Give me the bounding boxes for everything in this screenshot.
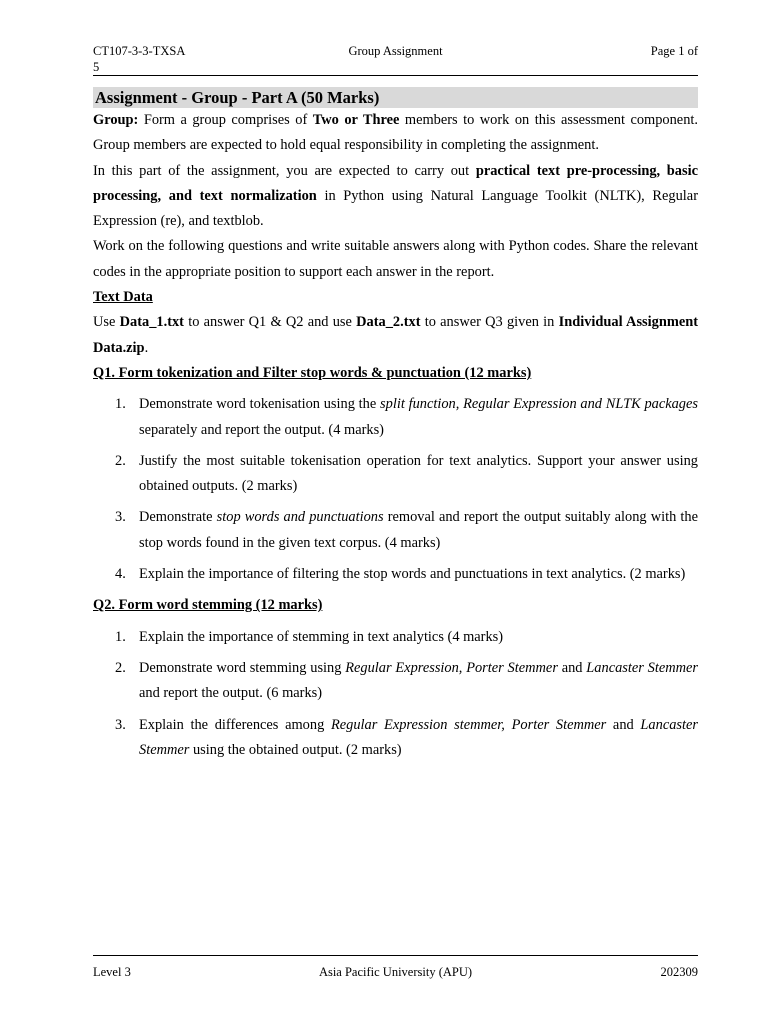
list-item [93,656,698,707]
footer-date: 202309 [660,965,698,979]
q1-heading: Q1. Form tokenization and Filter stop words & punctuation (12 marks) [93,364,532,381]
td-file-1: Data_1.txt [119,314,184,331]
q2-heading: Q2. Form word stemming (12 marks) [93,597,323,614]
item-text: Explain the importance of filtering the stop words and punctuations in text analytics. (2 marks) [139,566,686,583]
group-label: Group: [93,112,139,128]
list-item [93,562,698,587]
td-text-2: to answer Q1 & Q2 and use [183,314,357,331]
td-zip-name: Individual Assignment Data.zip [93,314,699,356]
item-text: Explain the importance of stemming in text analytics (4 marks) [139,628,504,645]
item-number: 1. [115,628,126,645]
item-number: 3. [115,509,126,526]
item-text: removal and report the output suitably along with the stop words found in the given text corpus. (4 marks) [139,509,699,551]
header-title: Group Assignment [348,44,443,58]
group-paragraph [93,108,698,159]
intro-text-1: In this part of the assignment, you are expected to carry out [93,162,476,179]
item-text: separately and report the output. (4 marks) [139,421,384,438]
item-text: Demonstrate word stemming using [139,659,346,676]
header-rule [93,75,698,76]
footer-level: Level 3 [93,965,131,979]
page-header [93,43,698,75]
item-text: Justify the most suitable tokenisation operation for text analytics. Support your answer using obtained outputs. (2 marks) [139,452,698,495]
item-italic: Lancaster Stemmer [586,659,699,676]
intro-text-2: in Python using Natural Language Toolkit (NLTK), Regular Expression (re), and textblob. [93,187,698,230]
item-number: 1. [115,396,126,413]
list-item [93,449,698,500]
item-text: and [606,716,641,733]
item-italic: stop words and punctuations [216,509,384,526]
item-number: 2. [115,659,126,676]
text-data-paragraph [93,310,698,361]
item-text: using the obtained output. (2 marks) [189,741,402,758]
q2-list [93,625,698,763]
group-text-1: Form a group comprises of [138,112,313,128]
footer-rule [93,955,698,956]
group-size-bold: Two or Three [312,112,400,128]
list-item [93,392,698,443]
page-content [93,87,698,769]
list-item [93,505,698,556]
item-italic: split function, Regular Expression and NLTK packages [380,396,698,413]
list-item [93,713,698,764]
assignment-title: Assignment - Group - Part A (50 Marks) [93,87,698,108]
text-data-heading: Text Data [93,289,153,306]
header-code-text: CT107-3-3-TXSA [93,44,186,58]
item-text: and [557,659,587,676]
item-text: and report the output. (6 marks) [139,685,323,702]
header-page-total: 5 [93,60,100,74]
td-text-1: Use [93,314,120,331]
td-text-3: to answer Q3 given in [420,314,559,331]
td-file-2: Data_2.txt [356,314,421,331]
item-italic: Regular Expression, Porter Stemmer [345,659,558,676]
q1-list [93,392,698,587]
item-number: 2. [115,452,126,469]
group-text-2: members to work on this assessment component. Group members are expected to hold equal responsibility in completing the assignment. [93,112,698,154]
footer-university: Asia Pacific University (APU) [318,965,473,979]
td-text-4: . [144,339,149,356]
item-text: Explain the differences among [139,716,331,733]
intro-bold: practical text pre-processing, basic processing, and text normalization [93,162,698,204]
item-text: Demonstrate word tokenisation using the [139,396,381,413]
item-italic: Lancaster Stemmer [139,716,698,758]
intro-paragraph [93,159,698,235]
document-page [93,0,698,1024]
item-italic: Regular Expression stemmer, Porter Stemmer [330,716,607,733]
work-paragraph: Work on the following questions and write suitable answers along with Python codes. Share the relevant codes in the appropriate position to support each answer in the report. [93,238,698,280]
list-item [93,625,698,650]
header-page-number: Page 1 of [650,44,698,58]
item-number: 4. [115,566,126,583]
item-text: Demonstrate [139,509,217,526]
item-number: 3. [115,716,126,733]
